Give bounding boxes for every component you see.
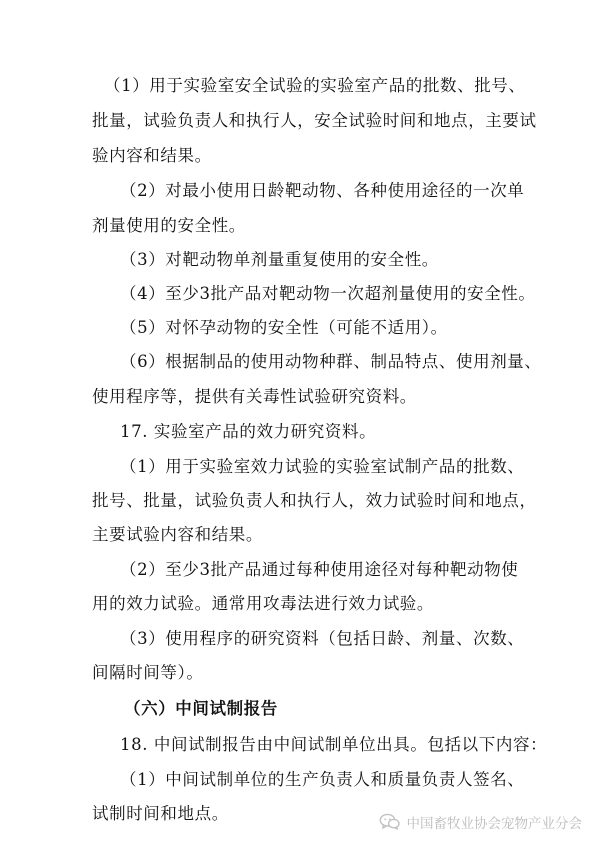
section-item-18: 18. 中间试制报告由中间试制单位出具。包括以下内容： (120, 735, 548, 754)
paragraph-line: （3）对靶动物单剂量重复使用的安全性。 (120, 250, 439, 269)
paragraph-line: 验内容和结果。 (92, 146, 212, 165)
paragraph-line: 剂量使用的安全性。 (92, 216, 246, 235)
paragraph-line: （1）用于实验室安全试验的实验室产品的批数、批号、 (104, 76, 526, 95)
paragraph-line: 用的效力试验。通常用攻毒法进行效力试验。 (92, 594, 434, 613)
source-label: 中国畜牧业协会宠物产业分会 (406, 816, 582, 832)
paragraph-line: （4）至少3批产品对靶动物一次超剂量使用的安全性。 (120, 284, 536, 303)
paragraph-line: 主要试验内容和结果。 (92, 525, 263, 544)
watermark-footer (379, 812, 583, 832)
section-heading: （六）中间试制报告 (124, 699, 278, 718)
paragraph-line: （5）对怀孕动物的安全性（可能不适用）。 (120, 318, 448, 337)
paragraph-line: （1）用于实验室效力试验的实验室试制产品的批数、 (120, 457, 525, 476)
paragraph-line: 间隔时间等）。 (92, 663, 204, 682)
paragraph-line: 批量，试验负责人和执行人，安全试验时间和地点，主要试 (92, 111, 537, 130)
paragraph-line: （2）对最小使用日龄靶动物、各种使用途径的一次单 (120, 181, 525, 200)
paragraph-line: 批号、批量，试验负责人和执行人，效力试验时间和地点， (92, 491, 537, 510)
paragraph-line: （6）根据制品的使用动物种群、制品特点、使用剂量、 (120, 352, 542, 371)
paragraph-line: （3）使用程序的研究资料（包括日龄、剂量、次数、 (120, 629, 525, 648)
section-item-17: 17. 实验室产品的效力研究资料。 (120, 422, 377, 441)
paragraph-line: （1）中间试制单位的生产负责人和质量负责人签名、 (120, 770, 525, 789)
paragraph-line: 使用程序等，提供有关毒性试验研究资料。 (92, 387, 417, 406)
wechat-icon (379, 813, 401, 831)
paragraph-line: （2）至少3批产品通过每种使用途径对每种靶动物使 (120, 560, 519, 579)
paragraph-line: 试制时间和地点。 (92, 804, 229, 823)
